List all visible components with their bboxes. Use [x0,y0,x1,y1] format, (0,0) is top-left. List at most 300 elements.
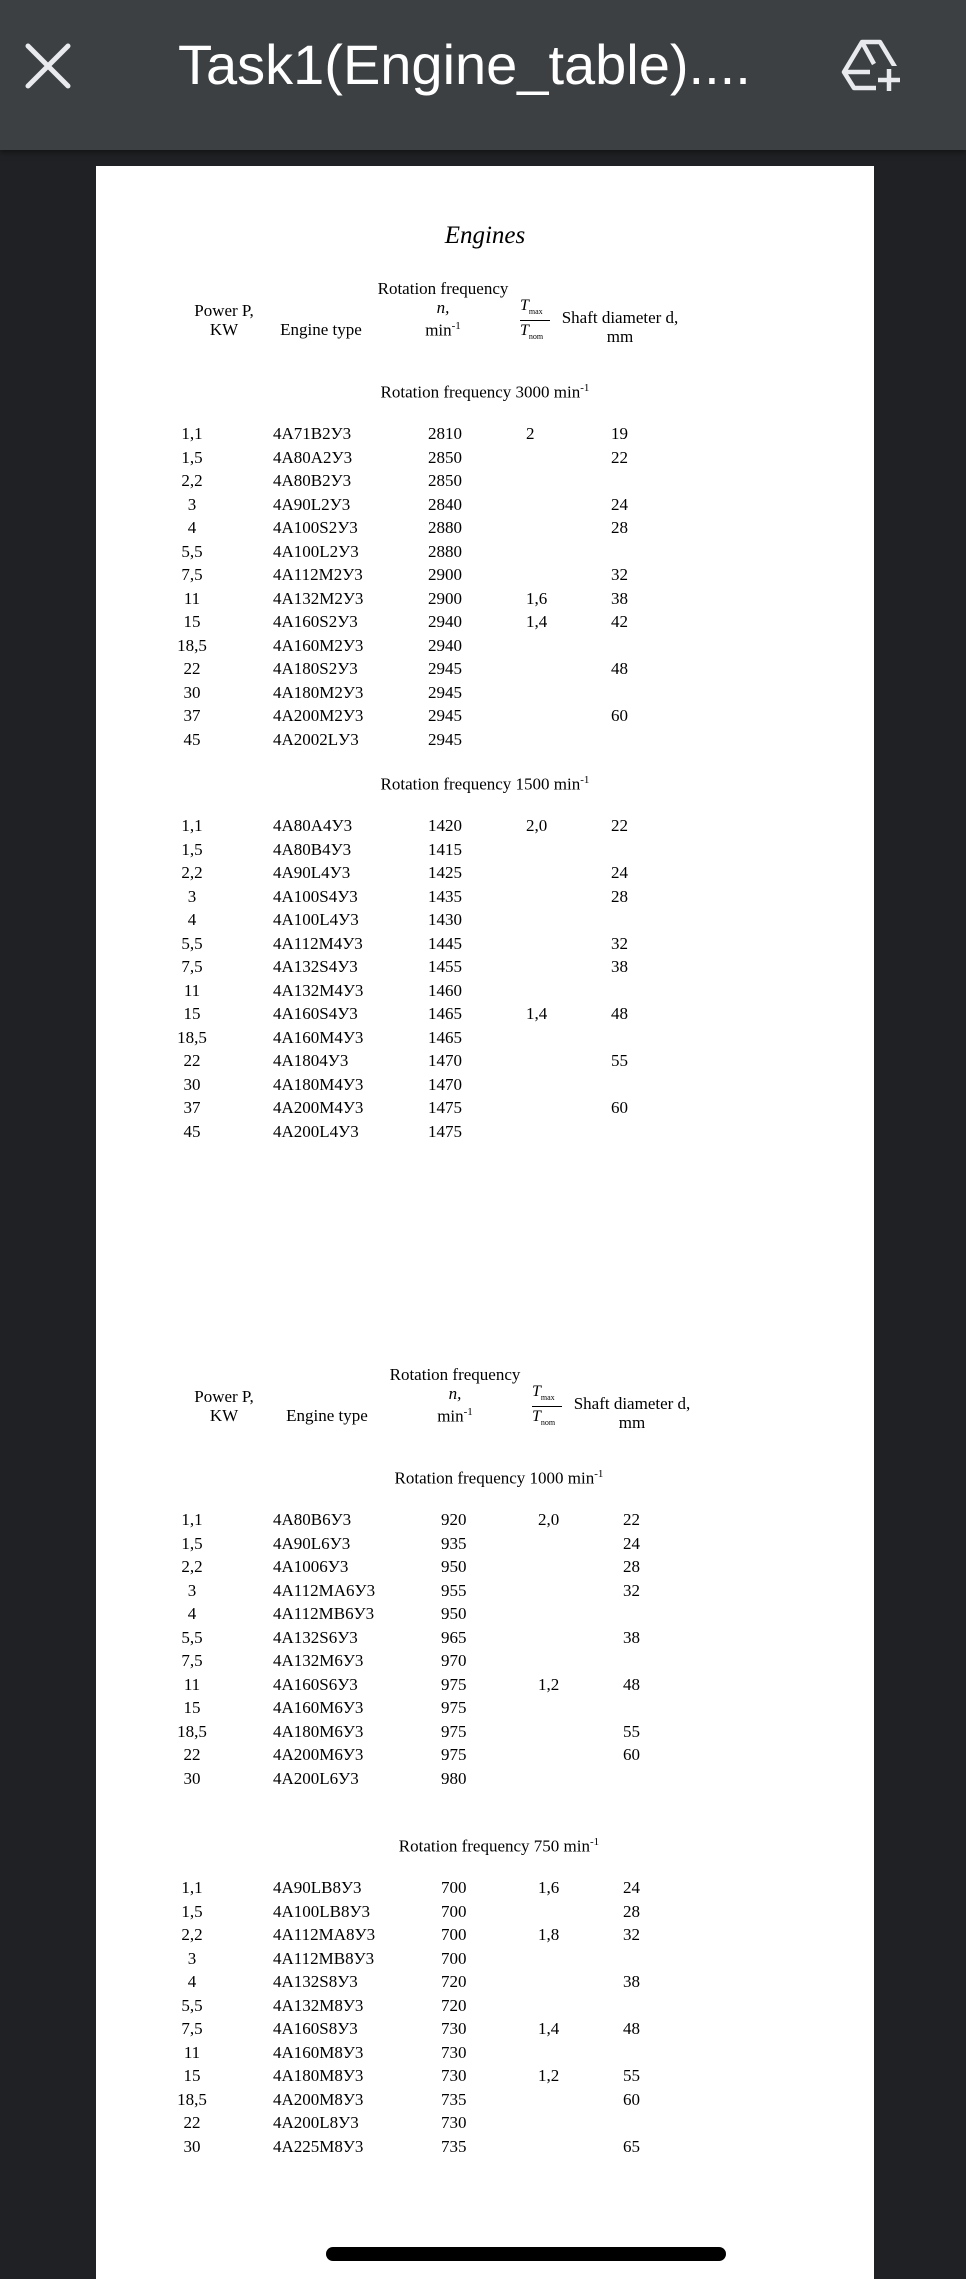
shaft-diameter-cell: 55 [611,1051,628,1070]
power-cell: 22 [183,2113,201,2132]
torque-ratio-cell: 2,0 [538,1510,560,1529]
header-rotation-unit: min [425,320,452,340]
header-rotation-line1: Rotation frequency [377,279,509,298]
table-row [96,1876,874,1900]
shaft-diameter-cell: 60 [611,706,628,725]
shaft-diameter-cell: 38 [611,957,628,976]
engine-type-cell: 4A1006У3 [273,1557,349,1576]
shaft-diameter-cell: 42 [611,612,628,631]
power-cell: 30 [183,682,201,702]
engine-type-cell: 4A80A4У3 [273,816,353,835]
power-cell: 15 [183,612,201,631]
table-row [96,422,874,446]
rotation-cell: 1470 [428,1051,462,1070]
engine-type-cell: 4A112M2У3 [273,565,363,584]
rotation-cell: 975 [441,1674,467,1694]
engine-type-cell: 4A160M4У3 [273,1027,364,1047]
add-to-drive-icon [840,36,904,96]
rotation-cell: 950 [441,1604,467,1623]
table-row [96,469,874,493]
engine-type-cell: 4A80B2У3 [273,471,352,490]
power-cell: 5,5 [181,1627,203,1647]
shaft-diameter-cell: 48 [611,659,628,678]
table-row [96,814,874,838]
header-shaft-line1: Shaft diameter d, [573,1394,691,1413]
table-row [96,861,874,885]
table-row [96,1947,874,1971]
power-cell: 5,5 [181,541,203,561]
engine-type-cell: 4A132S8У3 [273,1972,358,1991]
rotation-cell: 2840 [428,494,462,514]
rotation-cell: 1465 [428,1004,462,1023]
table-row [96,1555,874,1579]
table-row [96,1073,874,1097]
engine-type-cell: 4A112MA6У3 [273,1580,376,1600]
table-row [96,885,874,909]
table-row [96,1026,874,1050]
power-cell: 2,2 [181,471,203,490]
power-cell: 2,2 [181,1925,203,1944]
power-cell: 4 [187,1604,197,1623]
add-to-drive-button[interactable] [840,36,904,96]
section-rows-750 [96,1876,874,2158]
shaft-diameter-cell: 28 [611,518,628,537]
section-title-3000: Rotation frequency 3000 $\min^{-1}$ [380,382,590,402]
engine-type-cell: 4A112M4У3 [273,933,363,953]
table-row [96,1743,874,1767]
rotation-cell: 1475 [428,1098,462,1117]
engine-type-cell: 4A160M6У3 [273,1698,364,1717]
power-cell: 3 [187,1580,197,1600]
power-cell: 1,5 [181,1533,203,1553]
power-cell: 30 [183,1074,201,1094]
rotation-cell: 980 [441,1768,467,1788]
rotation-cell: 1445 [428,933,462,953]
power-cell: 11 [183,980,201,1000]
torque-ratio-cell: 1,8 [538,1925,560,1944]
ratio-numerator-sub: max [528,307,543,317]
header-torque-ratio [520,298,550,344]
section-title-1000: Rotation frequency 1000 $\min^{-1}$ [394,1468,604,1488]
power-cell: 1,1 [181,816,203,835]
torque-ratio-cell: 1,6 [538,1878,560,1897]
table-row [96,838,874,862]
header-rotation-unit: min [437,1406,464,1426]
rotation-cell: 2900 [428,565,462,584]
section-rows-1000 [96,1508,874,1790]
shaft-diameter-cell: 22 [623,1510,640,1529]
rotation-cell: 2810 [428,424,462,443]
ratio-denominator: T [532,1408,541,1426]
shaft-diameter-cell: 22 [611,447,628,467]
table-row [96,657,874,681]
shaft-diameter-cell: 48 [623,1674,640,1694]
header-engine-type: Engine type [280,320,362,339]
engine-type-cell: 4A180M6У3 [273,1721,364,1741]
shaft-diameter-cell: 24 [623,1878,640,1897]
rotation-cell: 2850 [428,471,462,490]
shaft-diameter-cell: 22 [611,816,628,835]
torque-ratio-cell: 1,4 [538,2019,560,2038]
engine-type-cell: 4A200L6У3 [273,1768,359,1788]
rotation-cell: 1435 [428,886,462,906]
shaft-diameter-cell: 24 [623,1533,640,1553]
rotation-cell: 720 [441,1972,467,1991]
power-cell: 5,5 [181,933,203,953]
power-cell: 3 [187,886,197,906]
table-row [96,540,874,564]
torque-ratio-cell: 1,4 [526,1004,548,1023]
engine-type-cell: 4A180S2У3 [273,659,358,678]
power-cell: 30 [183,1768,201,1788]
rotation-cell: 920 [441,1510,467,1529]
engine-type-cell: 4A200L8У3 [273,2113,359,2132]
ratio-numerator: T [532,1383,541,1400]
rotation-cell: 2940 [428,635,462,655]
table-row [96,1994,874,2018]
power-cell: 18,5 [177,635,207,655]
engine-type-cell: 4A200M2У3 [273,706,364,725]
shaft-diameter-cell: 38 [623,1972,640,1991]
power-cell: 15 [183,1698,201,1717]
document-page[interactable] [96,166,874,2279]
engine-type-cell: 4A112MB8У3 [273,1948,375,1968]
table-row [96,587,874,611]
engine-type-cell: 4A160M8У3 [273,2042,364,2062]
rotation-cell: 1430 [428,910,462,929]
power-cell: 30 [183,2136,201,2156]
engine-type-cell: 4A132S4У3 [273,957,358,976]
section-title-750: Rotation frequency 750 $\min^{-1}$ [398,1836,600,1856]
engine-type-cell: 4A200M4У3 [273,1098,364,1117]
engine-type-cell: 4A160S8У3 [273,2019,358,2038]
power-cell: 3 [187,1948,197,1968]
rotation-cell: 2880 [428,541,462,561]
power-cell: 4 [187,910,197,929]
torque-ratio-cell: 2 [526,424,535,443]
shaft-diameter-cell: 48 [611,1004,628,1023]
ratio-numerator: T [520,297,529,314]
engine-type-cell: 4A112MA8У3 [273,1925,376,1944]
header-engine-type-2: Engine type [286,1406,368,1425]
table-row [96,728,874,752]
power-cell: 22 [183,1051,201,1070]
header-rotation-exp: -1 [463,1406,473,1418]
header-rotation-2 [380,1365,530,1426]
power-cell: 15 [183,2066,201,2085]
header-rotation-n: n, [436,298,450,317]
table-row [96,1900,874,1924]
shaft-diameter-cell: 38 [611,588,628,608]
power-cell: 5,5 [181,1995,203,2015]
power-cell: 4 [187,1972,197,1991]
table-row [96,1002,874,1026]
table-row [96,1626,874,1650]
rotation-cell: 730 [441,2019,467,2038]
shaft-diameter-cell: 65 [623,2136,640,2156]
shaft-diameter-cell: 28 [623,1557,640,1576]
table-row [96,610,874,634]
header-power-2 [184,1387,264,1425]
engine-type-cell: 4A132M2У3 [273,588,364,608]
power-cell: 1,5 [181,1901,203,1921]
ratio-denominator: T [520,322,529,340]
header-power-line1: Power P, [194,1387,254,1406]
rotation-cell: 700 [441,1901,467,1921]
table-row [96,1696,874,1720]
rotation-cell: 730 [441,2113,467,2132]
table-row [96,563,874,587]
page-title: Engines [444,222,526,249]
table-row [96,634,874,658]
table-row [96,1602,874,1626]
engine-type-cell: 4A200L4У3 [273,1121,359,1141]
torque-ratio-cell: 2,0 [526,816,548,835]
table-row [96,1720,874,1744]
engine-type-cell: 4A2002LУ3 [273,729,359,749]
header-power-line1: Power P, [194,301,254,320]
rotation-cell: 975 [441,1698,467,1717]
engine-type-cell: 4A132M6У3 [273,1651,364,1670]
power-cell: 7,5 [181,565,203,584]
rotation-cell: 965 [441,1627,467,1647]
document-title: Task1(Engine_table).... [178,33,751,96]
header-shaft-line2: mm [606,327,634,346]
power-cell: 7,5 [181,2019,203,2038]
table-row [96,446,874,470]
power-cell: 45 [183,729,201,749]
rotation-cell: 950 [441,1557,467,1576]
shaft-diameter-cell: 55 [623,1721,640,1741]
power-cell: 1,5 [181,839,203,859]
shaft-diameter-cell: 60 [623,2089,640,2109]
table-row [96,1579,874,1603]
header-rotation-line1: Rotation frequency [389,1365,521,1384]
rotation-cell: 975 [441,1745,467,1764]
rotation-cell: 730 [441,2042,467,2062]
rotation-cell: 2940 [428,612,462,631]
table-row [96,1532,874,1556]
shaft-diameter-cell: 24 [611,863,628,882]
shaft-diameter-cell: 48 [623,2019,640,2038]
engine-type-cell: 4A90LB8У3 [273,1878,362,1897]
engine-type-cell: 4A200M6У3 [273,1745,364,1764]
engine-type-cell: 4A80B4У3 [273,839,352,859]
rotation-cell: 730 [441,2066,467,2085]
torque-ratio-cell: 1,6 [526,588,548,608]
table-row [96,493,874,517]
table-row [96,704,874,728]
torque-ratio-cell: 1,2 [538,2066,560,2085]
rotation-cell: 955 [441,1580,467,1600]
header-power-line2: KW [209,1406,239,1425]
power-cell: 18,5 [177,1027,207,1047]
power-cell: 22 [183,1745,201,1764]
ratio-denominator-sub: nom [528,332,544,342]
power-cell: 37 [183,1098,201,1117]
shaft-diameter-cell: 60 [611,1098,628,1117]
engine-type-cell: 4A1804У3 [273,1051,349,1070]
header-rotation-n: n, [448,1384,462,1403]
engine-type-cell: 4A132M4У3 [273,980,364,1000]
shaft-diameter-cell: 38 [623,1627,640,1647]
engine-type-cell: 4A180M2У3 [273,682,364,702]
header-shaft-line2: mm [618,1413,646,1432]
close-icon [18,36,78,96]
rotation-cell: 935 [441,1533,467,1553]
header-rotation-exp: -1 [451,320,461,332]
table-row [96,2041,874,2065]
table-row [96,1673,874,1697]
shaft-diameter-cell: 32 [611,933,628,953]
shaft-diameter-cell: 32 [611,565,628,584]
rotation-cell: 2945 [428,729,462,749]
rotation-cell: 1465 [428,1027,462,1047]
ratio-denominator-sub: nom [540,1418,556,1428]
shaft-diameter-cell: 55 [623,2066,640,2085]
rotation-cell: 975 [441,1721,467,1741]
section-rows-3000 [96,422,874,751]
shaft-diameter-cell: 24 [611,494,628,514]
rotation-cell: 970 [441,1651,467,1670]
power-cell: 11 [183,588,201,608]
section-title-1500: Rotation frequency 1500 $\min^{-1}$ [380,774,590,794]
engine-type-cell: 4A200M8У3 [273,2089,364,2109]
header-power [184,301,264,339]
engine-type-cell: 4A100S2У3 [273,518,358,537]
rotation-cell: 700 [441,1948,467,1968]
rotation-cell: 2945 [428,659,462,678]
engine-type-cell: 4A160S4У3 [273,1004,358,1023]
power-cell: 7,5 [181,957,203,976]
table-row [96,516,874,540]
rotation-cell: 1470 [428,1074,462,1094]
power-cell: 2,2 [181,863,203,882]
rotation-cell: 1460 [428,980,462,1000]
power-cell: 4 [187,518,197,537]
power-cell: 1,1 [181,1878,203,1897]
engine-type-cell: 4A160S6У3 [273,1674,358,1694]
engine-type-cell: 4A132M8У3 [273,1995,364,2015]
engine-type-cell: 4A80A2У3 [273,447,353,467]
engine-type-cell: 4A112MB6У3 [273,1604,375,1623]
engine-type-cell: 4A100LB8У3 [273,1901,371,1921]
engine-type-cell: 4A160M2У3 [273,635,364,655]
table-row [96,1970,874,1994]
engine-type-cell: 4A132S6У3 [273,1627,358,1647]
table-row [96,932,874,956]
engine-type-cell: 4A80B6У3 [273,1510,352,1529]
table-row [96,979,874,1003]
shaft-diameter-cell: 60 [623,1745,640,1764]
header-shaft-2 [562,1394,702,1432]
home-indicator[interactable] [326,2247,726,2261]
table-row [96,2017,874,2041]
header-torque-ratio-2 [532,1384,562,1430]
torque-ratio-cell: 1,4 [526,612,548,631]
engine-type-cell: 4A90L2У3 [273,494,351,514]
power-cell: 37 [183,706,201,725]
table-row [96,2064,874,2088]
shaft-diameter-cell: 28 [611,886,628,906]
engine-type-cell: 4A100L2У3 [273,541,359,561]
rotation-cell: 735 [441,2136,467,2156]
torque-ratio-cell: 1,2 [538,1674,560,1694]
rotation-cell: 1425 [428,863,462,882]
rotation-cell: 1475 [428,1121,462,1141]
ratio-numerator-sub: max [540,1393,555,1403]
power-cell: 11 [183,1674,201,1694]
table-row [96,2135,874,2159]
power-cell: 1,5 [181,447,203,467]
rotation-cell: 735 [441,2089,467,2109]
table-row [96,1508,874,1532]
engine-type-cell: 4A90L6У3 [273,1533,351,1553]
engine-type-cell: 4A100L4У3 [273,910,359,929]
rotation-cell: 1420 [428,816,462,835]
engine-type-cell: 4A90L4У3 [273,863,351,882]
rotation-cell: 700 [441,1878,467,1897]
table-row [96,1049,874,1073]
engine-type-cell: 4A180M8У3 [273,2066,364,2085]
table-row [96,681,874,705]
power-cell: 1,1 [181,1510,203,1529]
engine-type-cell: 4A160S2У3 [273,612,358,631]
power-cell: 2,2 [181,1557,203,1576]
rotation-cell: 1455 [428,957,462,976]
table-row [96,2111,874,2135]
table-row [96,1120,874,1144]
rotation-cell: 720 [441,1995,467,2015]
engine-type-cell: 4A225M8У3 [273,2136,364,2156]
engine-type-cell: 4A180M4У3 [273,1074,364,1094]
header-shaft-line1: Shaft diameter d, [561,308,679,327]
header-power-line2: KW [209,320,239,339]
table-row [96,2088,874,2112]
power-cell: 22 [183,659,201,678]
table-row [96,1649,874,1673]
shaft-diameter-cell: 28 [623,1901,640,1921]
table-row [96,908,874,932]
engine-type-cell: 4A100S4У3 [273,886,358,906]
table-row [96,1923,874,1947]
rotation-cell: 1415 [428,839,462,859]
table-row [96,1096,874,1120]
top-app-bar [0,0,966,150]
power-cell: 18,5 [177,2089,207,2109]
power-cell: 18,5 [177,1721,207,1741]
rotation-cell: 2945 [428,682,462,702]
power-cell: 45 [183,1121,201,1141]
shaft-diameter-cell: 19 [611,424,628,443]
section-rows-1500 [96,814,874,1143]
power-cell: 1,1 [181,424,203,443]
power-cell: 15 [183,1004,201,1023]
header-rotation [368,279,518,340]
power-cell: 7,5 [181,1651,203,1670]
rotation-cell: 2945 [428,706,462,725]
shaft-diameter-cell: 32 [623,1580,640,1600]
close-button[interactable] [18,36,78,96]
rotation-cell: 2880 [428,518,462,537]
power-cell: 3 [187,494,197,514]
table-row [96,1767,874,1791]
shaft-diameter-cell: 32 [623,1925,640,1944]
power-cell: 11 [183,2042,201,2062]
header-shaft [550,308,690,346]
rotation-cell: 2850 [428,447,462,467]
rotation-cell: 700 [441,1925,467,1944]
